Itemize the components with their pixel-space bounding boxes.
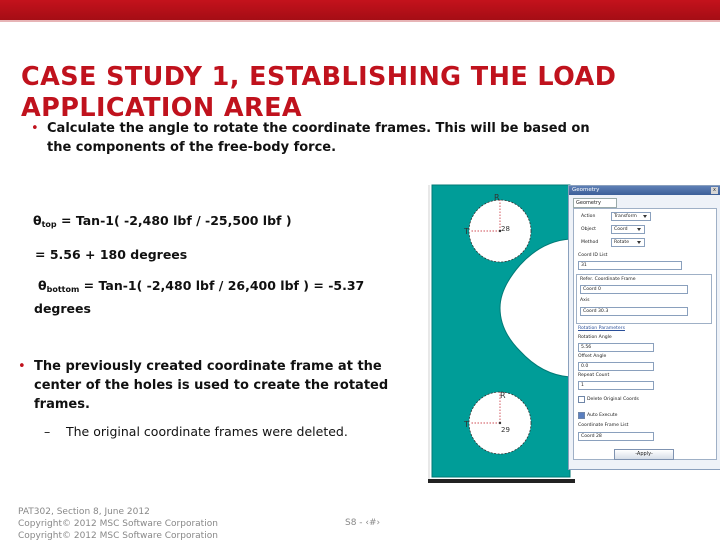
offset-angle-field[interactable]: 0.0 xyxy=(578,362,654,371)
top-t-label: T xyxy=(464,227,469,236)
ref-coord-label: Refer. Coordinate Frame xyxy=(580,277,636,282)
panel-title: Geometry xyxy=(572,187,600,193)
axis-field[interactable]: Coord 30.3 xyxy=(580,307,688,316)
rotation-angle-field[interactable]: 5.56 xyxy=(578,343,654,352)
offset-angle-label: Offset Angle xyxy=(578,354,607,359)
close-icon[interactable]: x xyxy=(711,187,718,194)
auto-execute-checkbox[interactable] xyxy=(578,412,585,419)
bottom-r-label: R xyxy=(500,391,506,400)
equation-body: = Tan-1( -2,480 lbf / 26,400 lbf ) = -5.37 xyxy=(79,278,365,293)
top-r-label: R xyxy=(494,193,500,202)
equation-body: = Tan-1( -2,480 lbf / -25,500 lbf ) xyxy=(56,213,292,228)
method-select[interactable]: Rotate xyxy=(611,238,645,247)
axis-label: Axis xyxy=(580,298,590,303)
chevron-down-icon xyxy=(637,228,641,231)
delete-original-label: Delete Original Coords xyxy=(587,397,639,402)
auto-execute-label: Auto Execute xyxy=(587,413,618,418)
coord-frame-list-label: Coordinate Frame List xyxy=(578,423,629,428)
action-label: Action xyxy=(581,214,596,219)
panel-titlebar xyxy=(569,186,720,195)
bottom-t-label: T xyxy=(464,420,469,429)
method-label: Method xyxy=(581,240,599,245)
footer-course: PAT302, Section 8, June 2012 xyxy=(18,507,150,517)
rotation-params-label[interactable]: Rotation Parameters xyxy=(578,326,625,331)
theta-subscript: top xyxy=(41,220,57,229)
geometry-panel xyxy=(568,185,720,470)
top-banner xyxy=(0,0,720,20)
footer-copyright: Copyright© 2012 MSC Software Corporation xyxy=(18,519,218,529)
rotation-angle-label: Rotation Angle xyxy=(578,335,612,340)
ref-coord-field[interactable]: Coord 0 xyxy=(580,285,688,294)
bullet-coordinate-frame xyxy=(18,357,426,414)
theta-subscript: bottom xyxy=(46,285,80,294)
bullet-text: Calculate the angle to rotate the coordinate frames. This will be based on the components of the free-body force. xyxy=(47,121,590,155)
apply-button[interactable]: -Apply- xyxy=(614,449,674,460)
chevron-down-icon xyxy=(637,241,641,244)
coord-id-list-label: Coord ID List xyxy=(578,253,608,258)
top-banner-rule xyxy=(0,20,720,22)
object-label: Object xyxy=(581,227,596,232)
bullet-text: The previously created coordinate frame at the center of the holes is used to create the rotated frames. xyxy=(34,359,389,412)
equation-result-top: = 5.56 + 180 degrees xyxy=(35,247,188,262)
top-node-label: 28 xyxy=(501,225,510,233)
bullet-calculate-angle xyxy=(31,119,617,157)
repeat-count-label: Repeat Count xyxy=(578,373,610,378)
repeat-count-field[interactable]: 1 xyxy=(578,381,654,390)
theta-symbol: θ xyxy=(38,278,47,293)
sub-bullet-text: The original coordinate frames were deleted. xyxy=(66,424,348,439)
slide-title: CASE STUDY 1, ESTABLISHING THE LOAD APPLICATION AREA xyxy=(21,62,617,123)
equation-bottom-unit: degrees xyxy=(34,301,91,316)
equation-theta-top xyxy=(33,212,292,234)
footer-copyright-duplicate: Copyright© 2012 MSC Software Corporation xyxy=(18,531,218,540)
page-number: S8 - ‹#› xyxy=(345,518,381,528)
coord-id-list-field[interactable]: 31 xyxy=(578,261,682,270)
tab-geometry[interactable]: Geometry xyxy=(573,198,617,208)
sub-bullet-deleted xyxy=(44,424,348,439)
action-select[interactable]: Transform xyxy=(611,212,651,221)
bullet-marker: • xyxy=(18,359,26,374)
object-select[interactable]: Coord xyxy=(611,225,645,234)
delete-original-checkbox[interactable] xyxy=(578,396,585,403)
bullet-marker: • xyxy=(31,121,39,136)
equation-theta-bottom xyxy=(38,277,364,299)
dash-marker: – xyxy=(44,424,51,439)
coord-frame-list-field[interactable]: Coord 28 xyxy=(578,432,654,441)
chevron-down-icon xyxy=(643,215,647,218)
theta-symbol: θ xyxy=(33,213,42,228)
bottom-node-label: 29 xyxy=(501,426,510,434)
